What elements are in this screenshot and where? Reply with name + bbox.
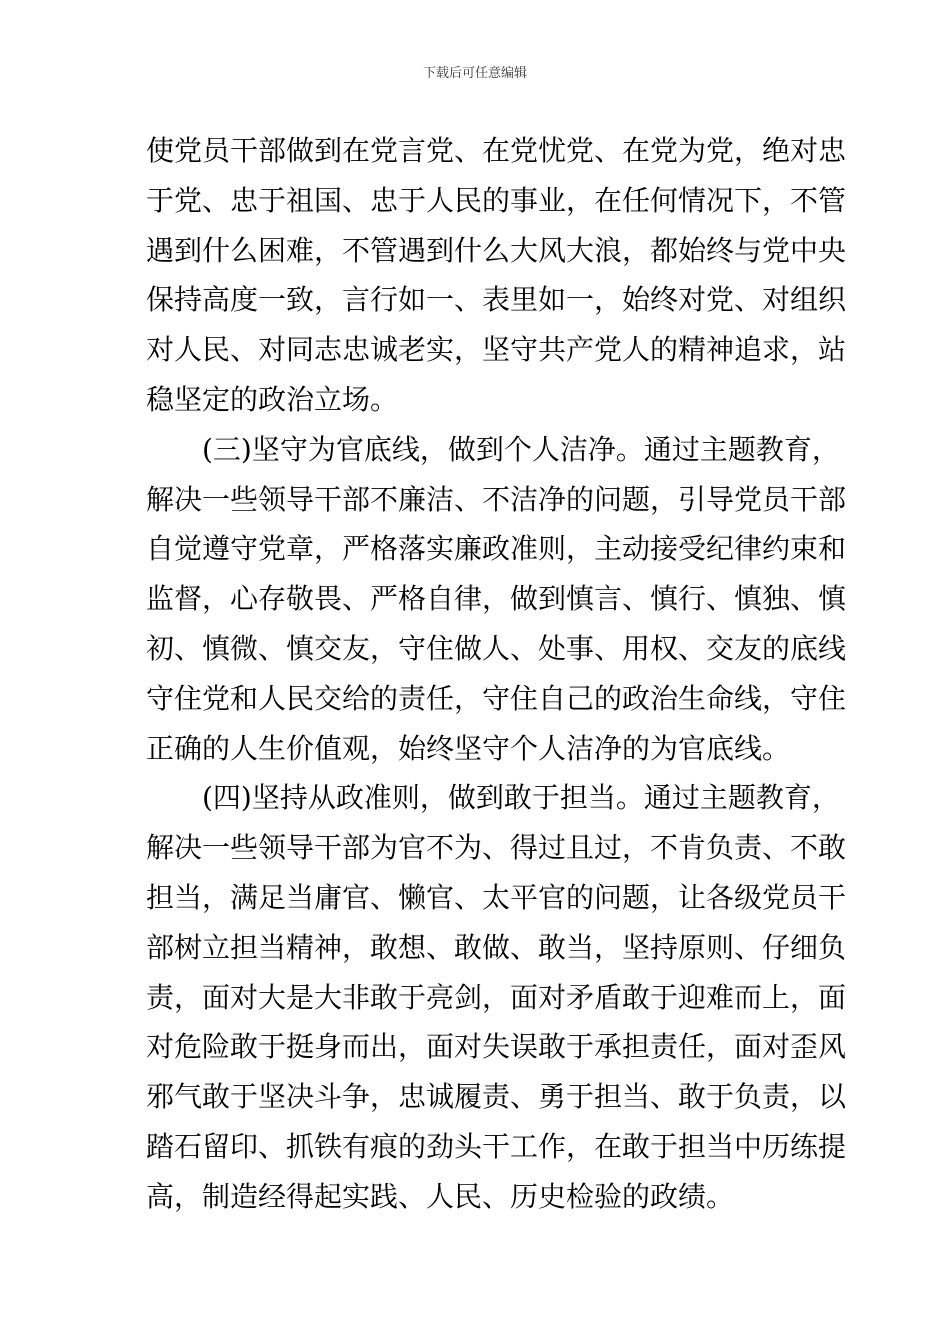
text-line: 使党员干部做到在党言党、在党忧党、在党为党，绝对忠 — [146, 134, 847, 167]
paragraph-heading-3: (三)坚守为官底线，做到个人洁净。通过主题教育， — [202, 432, 840, 466]
text-line: 解决一些领导干部为官不为、得过且过，不肯负责、不敢 — [146, 831, 847, 865]
paragraph-heading-4: (四)坚持从政准则，做到敢于担当。通过主题教育， — [202, 781, 840, 815]
text-line: 责，面对大是大非敢于亮剑，面对矛盾敢于迎难而上，面 — [146, 980, 847, 1014]
text-line: 担当，满足当庸官、懒官、太平官的问题，让各级党员干 — [146, 880, 847, 914]
text-line: 于党、忠于祖国、忠于人民的事业，在任何情况下，不管 — [146, 183, 847, 217]
text-line: 遇到什么困难，不管遇到什么大风大浪，都始终与党中央 — [146, 233, 847, 267]
text-line: 踏石留印、抓铁有痕的劲头干工作，在敢于担当中历练提 — [146, 1129, 847, 1163]
text-line: 初、慎微、慎交友，守住做人、处事、用权、交友的底线 — [146, 631, 847, 665]
text-line: 监督，心存敬畏、严格自律，做到慎言、慎行、慎独、慎 — [146, 582, 847, 616]
text-line: 正确的人生价值观，始终坚守个人洁净的为官底线。 — [146, 731, 791, 765]
text-line: 稳坚定的政治立场。 — [146, 382, 399, 416]
text-line: 对人民、对同志忠诚老实，坚守共产党人的精神追求，站 — [146, 333, 847, 367]
text-line: 解决一些领导干部不廉洁、不洁净的问题，引导党员干部 — [146, 482, 847, 516]
document-body — [146, 126, 847, 1222]
page-header: 下载后可任意编辑 — [422, 66, 527, 81]
text-line: 邪气敢于坚决斗争，忠诚履责、勇于担当、敢于负责，以 — [146, 1080, 847, 1114]
text-line: 部树立担当精神，敢想、敢做、敢当，坚持原则、仔细负 — [146, 930, 847, 964]
text-line: 对危险敢于挺身而出，面对失误敢于承担责任，面对歪风 — [146, 1030, 847, 1064]
text-line: 保持高度一致，言行如一、表里如一，始终对党、对组织 — [146, 283, 847, 317]
text-line: 自觉遵守党章，严格落实廉政准则，主动接受纪律约束和 — [146, 532, 847, 566]
text-line: 守住党和人民交给的责任，守住自己的政治生命线，守住 — [146, 681, 847, 715]
text-line: 高，制造经得起实践、人民、历史检验的政绩。 — [146, 1179, 735, 1213]
